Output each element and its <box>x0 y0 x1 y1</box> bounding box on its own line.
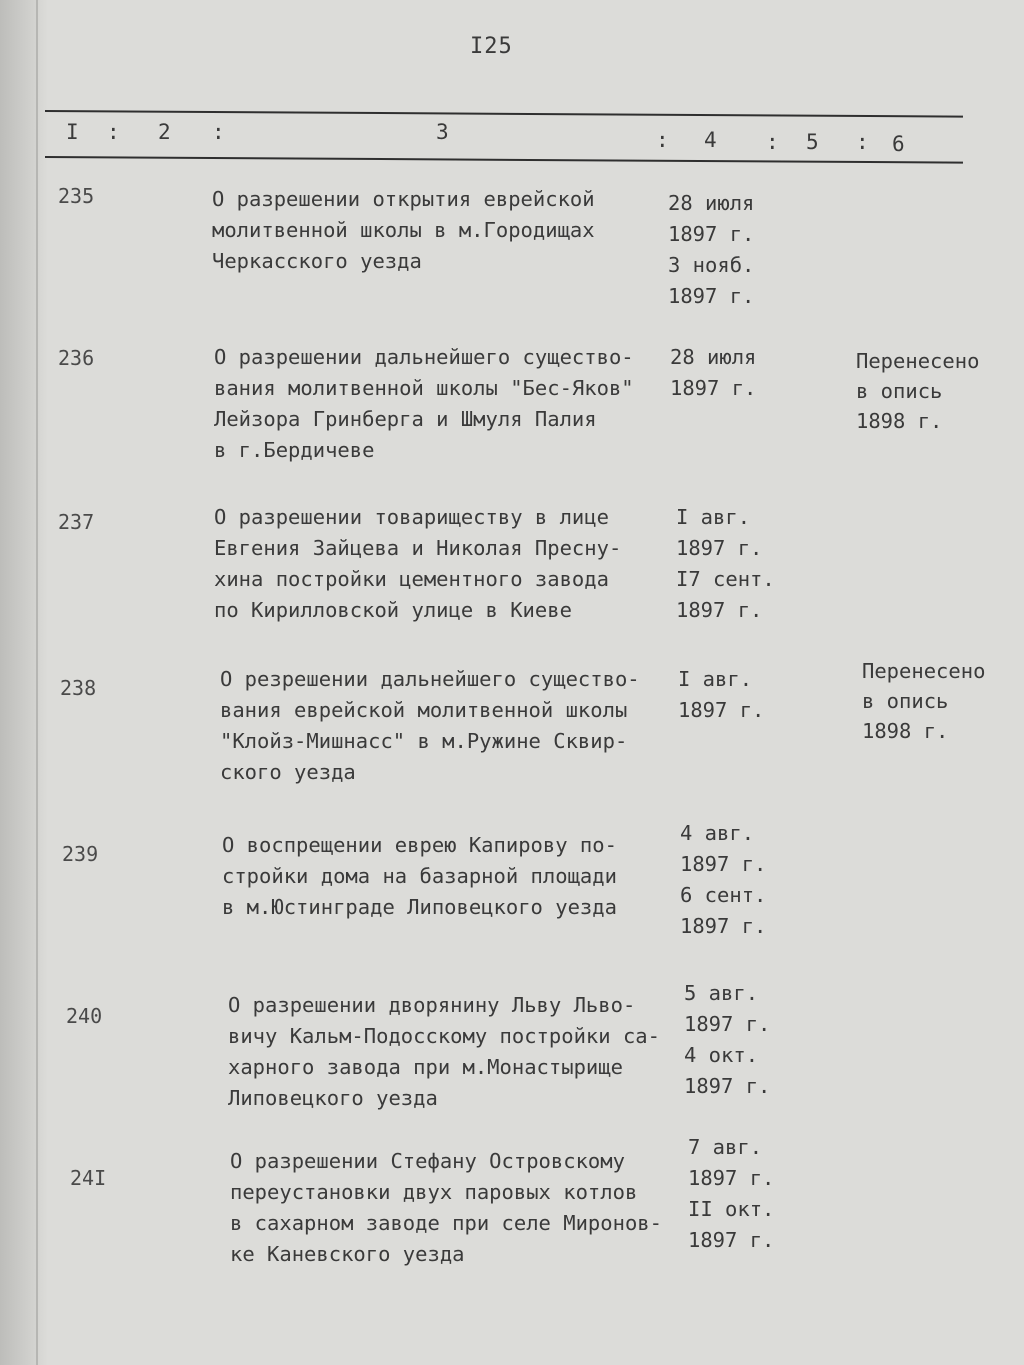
date-line: 5 авг. <box>684 981 759 1005</box>
entry-number: 24I <box>70 1166 107 1190</box>
column-header-separator: : <box>656 128 669 152</box>
date-line: 28 июля <box>668 191 755 215</box>
entry-dates <box>670 342 756 404</box>
note-line: Перенесено <box>856 349 980 373</box>
header-rule-top <box>45 110 963 118</box>
entry-number: 239 <box>62 842 99 866</box>
binding-fold <box>36 0 38 1365</box>
note-line: 1898 г. <box>862 719 949 743</box>
date-line: 28 июля <box>670 345 757 369</box>
date-line: 1897 г. <box>678 698 765 722</box>
entry-description <box>230 1146 662 1270</box>
date-line: 1897 г. <box>668 222 755 246</box>
description-line: Евгения Зайцева и Николая Пресну- <box>214 536 622 560</box>
description-line: О резрешении дальнейшего существо- <box>220 667 640 691</box>
page-number: I25 <box>470 34 513 59</box>
column-header-5: 5 <box>806 130 819 154</box>
date-line: 1897 г. <box>676 536 763 560</box>
entry-dates <box>676 502 775 626</box>
page-binding <box>0 0 48 1365</box>
column-header-1: I <box>66 120 79 144</box>
date-line: 1897 г. <box>688 1228 775 1252</box>
header-rule-bottom <box>45 156 963 164</box>
entry-note <box>856 346 979 436</box>
entry-description <box>220 664 640 788</box>
date-line: 1897 г. <box>668 284 755 308</box>
description-line: переустановки двух паровых котлов <box>230 1180 638 1204</box>
description-line: вичу Кальм-Подосскому постройки са- <box>228 1024 660 1048</box>
date-line: 1897 г. <box>680 914 767 938</box>
entry-description <box>212 184 595 277</box>
date-line: 4 окт. <box>684 1043 759 1067</box>
description-line: вания еврейской молитвенной школы <box>220 698 628 722</box>
date-line: II окт. <box>688 1197 775 1221</box>
date-line: 7 авг. <box>688 1135 763 1159</box>
column-header-3: 3 <box>436 120 449 144</box>
description-line: харного завода при м.Монастырище <box>228 1055 623 1079</box>
description-line: в г.Бердичеве <box>214 438 375 462</box>
description-line: в сахарном заводе при селе Миронов- <box>230 1211 662 1235</box>
date-line: 3 нояб. <box>668 253 755 277</box>
entry-dates <box>678 664 764 726</box>
description-line: О разрешении дальнейшего существо- <box>214 345 634 369</box>
description-line: Лейзора Гринберга и Шмуля Палия <box>214 407 597 431</box>
date-line: 1897 г. <box>688 1166 775 1190</box>
entry-dates <box>688 1132 774 1256</box>
date-line: 1897 г. <box>684 1012 771 1036</box>
entry-description <box>214 342 634 466</box>
column-header-separator: : <box>212 120 225 144</box>
description-line: молитвенной школы в м.Городищах <box>212 218 595 242</box>
entry-dates <box>684 978 770 1102</box>
description-line: ке Каневского уезда <box>230 1242 465 1266</box>
column-header-separator: : <box>856 130 869 154</box>
description-line: хина постройки цементного завода <box>214 567 609 591</box>
description-line: О разрешении дворянину Льву Льво- <box>228 993 636 1017</box>
entry-number: 238 <box>60 676 97 700</box>
entry-number: 240 <box>66 1004 103 1028</box>
date-line: I авг. <box>676 505 751 529</box>
column-header-6: 6 <box>892 132 905 156</box>
column-header-separator: : <box>766 130 779 154</box>
entry-dates <box>668 188 754 312</box>
description-line: в м.Юстинграде Липовецкого уезда <box>222 895 617 919</box>
date-line: 1897 г. <box>670 376 757 400</box>
description-line: О разрешении Стефану Островскому <box>230 1149 625 1173</box>
entry-dates <box>680 818 766 942</box>
column-header-2: 2 <box>158 120 171 144</box>
entry-number: 237 <box>58 510 95 534</box>
entry-description <box>228 990 660 1114</box>
entry-description <box>214 502 621 626</box>
date-line: 4 авг. <box>680 821 755 845</box>
note-line: 1898 г. <box>856 409 943 433</box>
entry-number: 236 <box>58 346 95 370</box>
description-line: О разрешении открытия еврейской <box>212 187 595 211</box>
note-line: в опись <box>856 379 943 403</box>
date-line: 1897 г. <box>684 1074 771 1098</box>
date-line: I7 сент. <box>676 567 775 591</box>
note-line: в опись <box>862 689 949 713</box>
entry-note <box>862 656 985 746</box>
description-line: вания молитвенной школы "Бес-Яков" <box>214 376 634 400</box>
description-line: ского уезда <box>220 760 356 784</box>
date-line: 1897 г. <box>676 598 763 622</box>
description-line: стройки дома на базарной площади <box>222 864 617 888</box>
date-line: I авг. <box>678 667 753 691</box>
description-line: по Кирилловской улице в Киеве <box>214 598 572 622</box>
column-header-separator: : <box>107 120 120 144</box>
entry-description <box>222 830 617 923</box>
description-line: Черкасского уезда <box>212 249 422 273</box>
column-header-4: 4 <box>704 128 717 152</box>
description-line: О воспрещении еврею Капирову по- <box>222 833 617 857</box>
date-line: 6 сент. <box>680 883 767 907</box>
description-line: О разрешении товариществу в лице <box>214 505 609 529</box>
description-line: Липовецкого уезда <box>228 1086 438 1110</box>
entry-number: 235 <box>58 184 95 208</box>
note-line: Перенесено <box>862 659 986 683</box>
date-line: 1897 г. <box>680 852 767 876</box>
description-line: "Клойз-Мишнасс" в м.Ружине Сквир- <box>220 729 628 753</box>
